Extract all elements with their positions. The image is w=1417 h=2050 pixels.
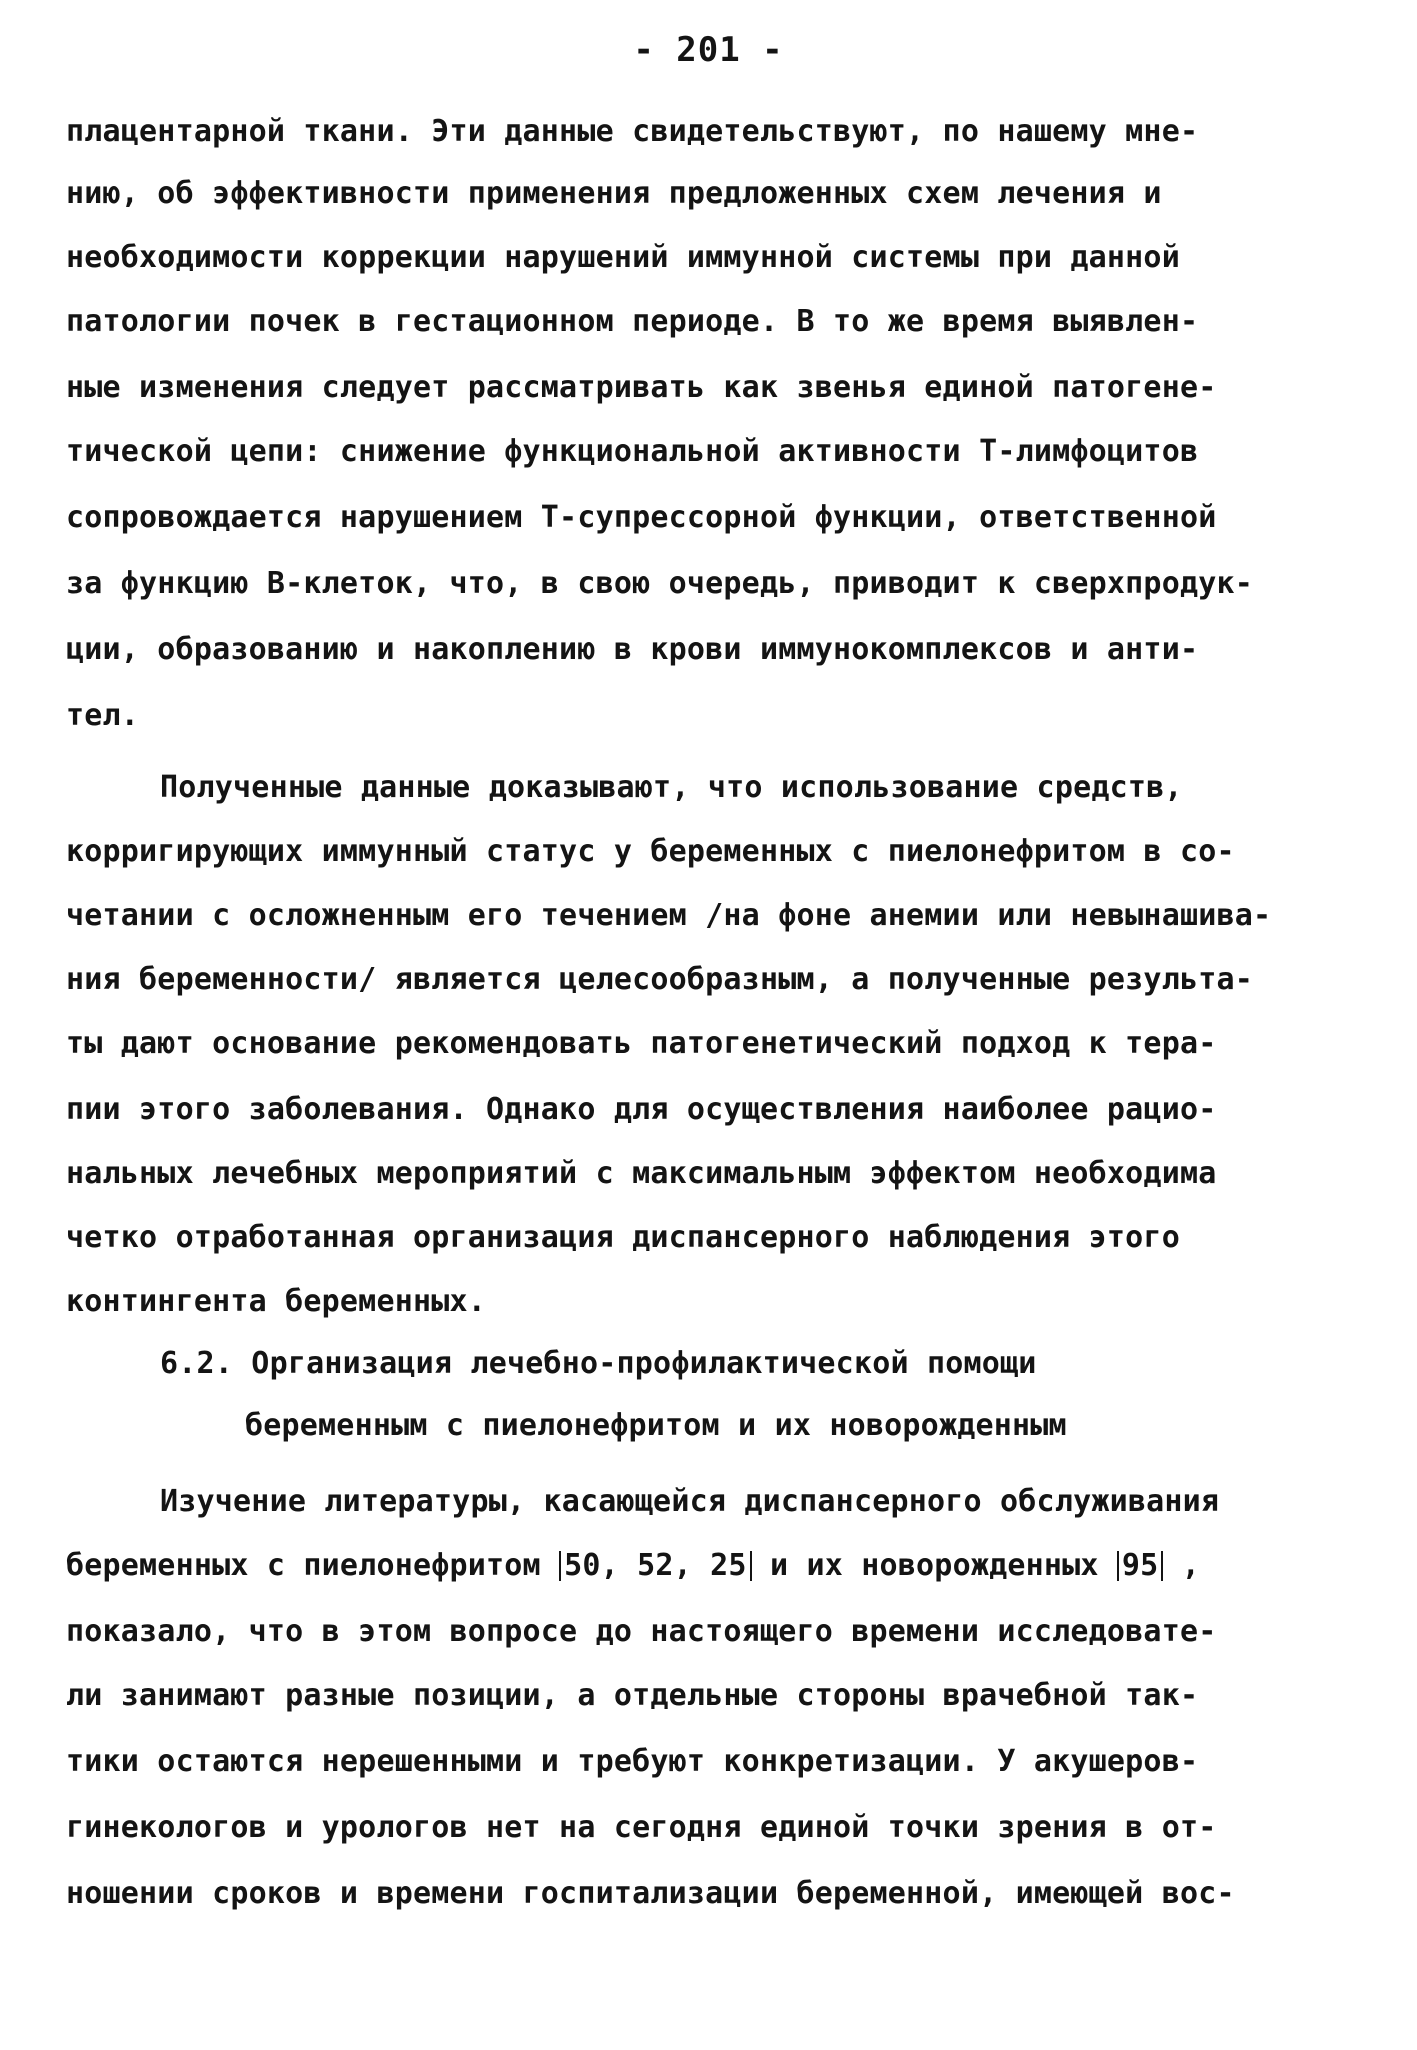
text-segment: и их новорожденных: [751, 1548, 1117, 1583]
paragraph-line: четании с осложненным его течением /на фоне анемии или невынашива-: [66, 898, 1272, 933]
section-heading-line1: 6.2. Организация лечебно-профилактической помощи: [160, 1346, 1037, 1381]
paragraph-line: ты дают основание рекомендовать патогенетический подход к тера-: [66, 1026, 1217, 1061]
paragraph-line: ли занимают разные позиции, а отдельные стороны врачебной так-: [66, 1678, 1199, 1713]
citation-reference: 95: [1117, 1551, 1164, 1581]
paragraph-line: плацентарной ткани. Эти данные свидетельствуют, по нашему мне-: [66, 114, 1199, 149]
paragraph-line: четко отработанная организация диспансерного наблюдения этого: [66, 1220, 1180, 1255]
text-segment: беременных с пиелонефритом: [66, 1548, 560, 1583]
paragraph-line-with-citations: [66, 1548, 1200, 1584]
paragraph-line: необходимости коррекции нарушений иммунной системы при данной: [66, 240, 1180, 275]
page-number: - 201 -: [633, 30, 784, 70]
paragraph-line: Изучение литературы, касающейся диспансерного обслуживания: [160, 1484, 1220, 1519]
paragraph-line: тел.: [66, 698, 140, 733]
paragraph-line: ния беременности/ является целесообразным, а полученные результа-: [66, 962, 1253, 997]
paragraph-line: корригирующих иммунный статус у беременных с пиелонефритом в со-: [66, 834, 1235, 869]
section-heading-line2: беременным с пиелонефритом и их новорожденным: [245, 1408, 1067, 1443]
paragraph-line: тической цепи: снижение функциональной активности Т-лимфоцитов: [66, 434, 1199, 469]
paragraph-line: нию, об эффективности применения предложенных схем лечения и: [66, 176, 1162, 211]
paragraph-line: пии этого заболевания. Однако для осуществления наиболее рацио-: [66, 1092, 1217, 1127]
paragraph-line: патологии почек в гестационном периоде. В то же время выявлен-: [66, 304, 1199, 339]
paragraph-line: тики остаются нерешенными и требуют конкретизации. У акушеров-: [66, 1744, 1199, 1779]
paragraph-line: ные изменения следует рассматривать как звенья единой патогене-: [66, 370, 1217, 405]
citation-reference: 50, 52, 25: [559, 1551, 752, 1581]
paragraph-line: контингента беременных.: [66, 1284, 487, 1319]
paragraph-line: ции, образованию и накоплению в крови иммунокомплексов и анти-: [66, 632, 1199, 667]
paragraph-line: сопровождается нарушением Т-супрессорной функции, ответственной: [66, 500, 1217, 535]
paragraph-line: показало, что в этом вопросе до настоящего времени исследовате-: [66, 1614, 1217, 1649]
paragraph-line: гинекологов и урологов нет на сегодня единой точки зрения в от-: [66, 1810, 1217, 1845]
paragraph-line: нальных лечебных мероприятий с максимальным эффектом необходима: [66, 1156, 1217, 1191]
paragraph-line: ношении сроков и времени госпитализации беременной, имеющей вос-: [66, 1876, 1235, 1911]
paragraph-line: Полученные данные доказывают, что использование средств,: [160, 770, 1183, 805]
text-segment: ,: [1163, 1548, 1200, 1583]
paragraph-line: за функцию В-клеток, что, в свою очередь, приводит к сверхпродук-: [66, 566, 1253, 601]
